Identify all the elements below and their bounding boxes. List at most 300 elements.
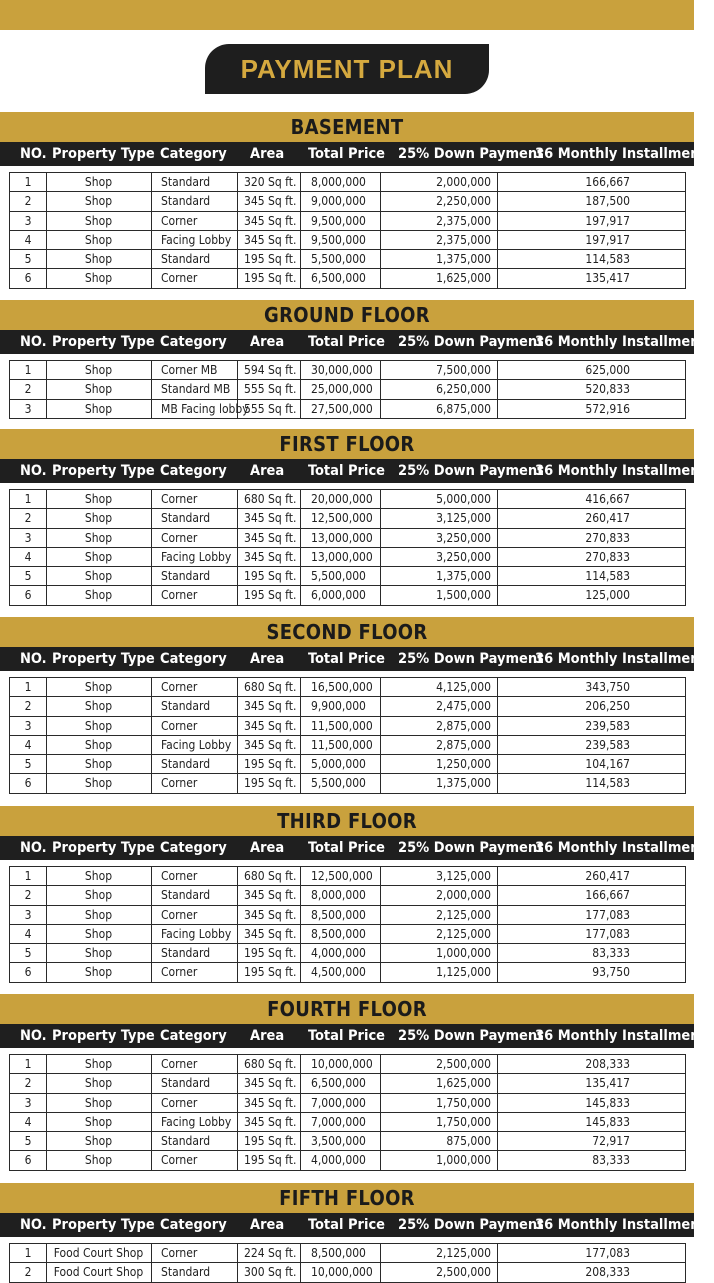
cell-no: 4 [24,232,32,247]
cell-category: Corner [161,907,198,922]
header-area: Area [250,1028,285,1044]
header-down-payment: 25% Down Payment [398,1217,544,1233]
table-row [10,755,685,774]
cell-monthly-installment: 270,833 [585,530,630,545]
cell-down-payment: 1,125,000 [436,965,491,980]
cell-total-price: 12,500,000 [311,511,373,526]
header-property-type: Property Type [52,1028,155,1044]
table-row [10,1074,685,1093]
cell-property-type: Shop [84,588,113,603]
header-no: NO. [20,1028,47,1044]
cell-area: 345 Sq ft. [244,907,297,922]
cell-category: Facing Lobby [161,1114,232,1129]
section-fifth-floor [0,1183,714,1283]
cell-property-type: Shop [84,1057,113,1071]
cell-monthly-installment: 135,417 [585,271,630,286]
cell-property-type: Shop [84,382,113,397]
cell-down-payment: 2,375,000 [436,232,491,247]
section-title: BASEMENT [0,112,694,142]
cell-down-payment: 6,875,000 [436,401,491,416]
table-row [10,944,685,963]
cell-down-payment: 3,250,000 [436,530,491,545]
header-total-price: Total Price [308,840,386,856]
header-area: Area [250,146,285,162]
cell-monthly-installment: 135,417 [585,1076,630,1091]
cell-category: Standard [161,194,211,209]
cell-no: 6 [24,588,32,603]
cell-property-type: Shop [84,511,113,526]
header-property-type: Property Type [52,146,155,162]
cell-area: 345 Sq ft. [244,1076,297,1091]
cell-no: 5 [24,946,32,961]
cell-no: 1 [24,363,32,377]
cell-property-type: Shop [84,569,113,584]
cell-property-type: Shop [84,271,113,286]
cell-total-price: 8,500,000 [311,926,366,941]
cell-total-price: 9,000,000 [311,194,366,209]
cell-monthly-installment: 260,417 [585,511,630,526]
section-ground-floor [0,300,714,419]
top-gold-bar [0,0,694,30]
cell-down-payment: 875,000 [446,1134,491,1149]
cell-category: Standard [161,1076,211,1091]
cell-category: Corner [161,1153,198,1168]
section-title: THIRD FLOOR [0,806,694,836]
cell-monthly-installment: 114,583 [585,776,630,791]
cell-total-price: 9,900,000 [311,699,366,714]
cell-property-type: Shop [84,401,113,416]
header-monthly-installment: 36 Monthly Installments [535,1028,714,1044]
cell-category: Corner [161,530,198,545]
cell-total-price: 8,500,000 [311,1246,366,1260]
section-title: FOURTH FLOOR [0,994,694,1024]
table-body [9,360,686,419]
cell-down-payment: 1,375,000 [436,252,491,267]
cell-property-type: Shop [84,926,113,941]
cell-no: 2 [24,382,32,397]
cell-category: Standard [161,175,211,189]
cell-category: Facing Lobby [161,549,232,564]
cell-area: 345 Sq ft. [244,213,297,228]
cell-down-payment: 2,875,000 [436,718,491,733]
cell-no: 2 [24,888,32,903]
cell-monthly-installment: 416,667 [585,492,630,506]
cell-total-price: 6,500,000 [311,271,366,286]
cell-no: 1 [24,869,32,883]
cell-total-price: 25,000,000 [311,382,373,397]
header-monthly-installment: 36 Monthly Installments [535,840,714,856]
cell-monthly-installment: 83,333 [592,1153,630,1168]
header-down-payment: 25% Down Payment [398,463,544,479]
cell-total-price: 13,000,000 [311,549,373,564]
cell-no: 3 [24,1095,32,1110]
cell-down-payment: 2,500,000 [436,1265,491,1280]
table-row [10,774,685,793]
cell-down-payment: 2,375,000 [436,213,491,228]
cell-monthly-installment: 197,917 [585,232,630,247]
cell-total-price: 3,500,000 [311,1134,366,1149]
cell-area: 345 Sq ft. [244,888,297,903]
cell-total-price: 11,500,000 [311,718,373,733]
cell-total-price: 5,500,000 [311,252,366,267]
header-no: NO. [20,1217,47,1233]
header-total-price: Total Price [308,1028,386,1044]
cell-category: Facing Lobby [161,737,232,752]
cell-total-price: 6,500,000 [311,1076,366,1091]
cell-property-type: Shop [84,946,113,961]
table-row [10,509,685,528]
cell-down-payment: 1,000,000 [436,1153,491,1168]
cell-down-payment: 1,250,000 [436,757,491,772]
cell-total-price: 9,500,000 [311,213,366,228]
cell-area: 195 Sq ft. [244,965,297,980]
cell-monthly-installment: 177,083 [585,926,630,941]
cell-monthly-installment: 208,333 [585,1057,630,1071]
cell-area: 300 Sq ft. [244,1265,297,1280]
cell-monthly-installment: 125,000 [585,588,630,603]
table-row [10,1132,685,1151]
cell-category: Facing Lobby [161,232,232,247]
header-area: Area [250,334,285,350]
cell-monthly-installment: 114,583 [585,252,630,267]
cell-area: 320 Sq ft. [244,175,297,189]
cell-down-payment: 2,125,000 [436,907,491,922]
cell-property-type: Shop [84,530,113,545]
cell-category: Corner [161,680,198,694]
cell-category: Corner [161,213,198,228]
cell-total-price: 16,500,000 [311,680,373,694]
cell-down-payment: 1,375,000 [436,569,491,584]
cell-area: 195 Sq ft. [244,569,297,584]
cell-monthly-installment: 83,333 [592,946,630,961]
cell-area: 345 Sq ft. [244,737,297,752]
table-row [10,529,685,548]
header-property-type: Property Type [52,651,155,667]
table-body [9,866,686,983]
cell-property-type: Shop [84,549,113,564]
cell-total-price: 12,500,000 [311,869,373,883]
cell-property-type: Shop [84,907,113,922]
cell-total-price: 10,000,000 [311,1057,373,1071]
cell-monthly-installment: 114,583 [585,569,630,584]
cell-monthly-installment: 239,583 [585,718,630,733]
header-monthly-installment: 36 Monthly Installments [535,651,714,667]
cell-category: Standard [161,252,211,267]
cell-property-type: Shop [84,194,113,209]
table-row [10,490,685,509]
header-category: Category [160,463,227,479]
header-category: Category [160,1028,227,1044]
cell-monthly-installment: 145,833 [585,1095,630,1110]
table-row [10,1055,685,1074]
cell-property-type: Shop [84,737,113,752]
cell-category: Standard [161,699,211,714]
cell-monthly-installment: 260,417 [585,869,630,883]
cell-area: 345 Sq ft. [244,194,297,209]
cell-property-type: Shop [84,1095,113,1110]
table-row [10,361,685,380]
table-body [9,489,686,606]
cell-category: Standard [161,1134,211,1149]
cell-area: 680 Sq ft. [244,869,297,883]
cell-total-price: 8,500,000 [311,907,366,922]
cell-down-payment: 1,750,000 [436,1114,491,1129]
cell-property-type: Shop [84,363,113,377]
table-row [10,1263,685,1282]
header-area: Area [250,840,285,856]
cell-down-payment: 1,750,000 [436,1095,491,1110]
cell-property-type: Shop [84,1153,113,1168]
cell-total-price: 27,500,000 [311,401,373,416]
cell-no: 6 [24,271,32,286]
cell-property-type: Shop [84,232,113,247]
cell-property-type: Shop [84,718,113,733]
header-category: Category [160,651,227,667]
cell-monthly-installment: 625,000 [585,363,630,377]
header-category: Category [160,840,227,856]
cell-down-payment: 1,625,000 [436,1076,491,1091]
cell-total-price: 30,000,000 [311,363,373,377]
table-header [0,330,714,354]
table-header [0,142,714,166]
table-row [10,717,685,736]
table-row [10,380,685,399]
table-header [0,836,714,860]
header-down-payment: 25% Down Payment [398,146,544,162]
cell-total-price: 5,000,000 [311,757,366,772]
cell-property-type: Shop [84,680,113,694]
cell-area: 345 Sq ft. [244,718,297,733]
table-row [10,250,685,269]
cell-category: Corner [161,271,198,286]
cell-property-type: Shop [84,699,113,714]
cell-down-payment: 2,500,000 [436,1057,491,1071]
cell-no: 5 [24,757,32,772]
table-row [10,1244,685,1263]
cell-no: 3 [24,213,32,228]
cell-category: Corner [161,1095,198,1110]
header-area: Area [250,463,285,479]
cell-total-price: 9,500,000 [311,232,366,247]
cell-monthly-installment: 166,667 [585,175,630,189]
header-category: Category [160,146,227,162]
cell-no: 4 [24,737,32,752]
section-first-floor [0,429,714,606]
cell-category: Standard [161,569,211,584]
cell-area: 195 Sq ft. [244,271,297,286]
table-row [10,269,685,288]
cell-monthly-installment: 177,083 [585,1246,630,1260]
cell-no: 2 [24,1265,32,1280]
header-monthly-installment: 36 Monthly Installments [535,1217,714,1233]
header-down-payment: 25% Down Payment [398,334,544,350]
section-title: FIFTH FLOOR [0,1183,694,1213]
section-third-floor [0,806,714,983]
cell-property-type: Shop [84,965,113,980]
cell-total-price: 4,500,000 [311,965,366,980]
table-row [10,212,685,231]
cell-down-payment: 1,375,000 [436,776,491,791]
cell-no: 4 [24,1114,32,1129]
header-total-price: Total Price [308,146,386,162]
cell-no: 2 [24,1076,32,1091]
header-property-type: Property Type [52,1217,155,1233]
table-row [10,1094,685,1113]
table-row [10,1151,685,1170]
cell-down-payment: 2,875,000 [436,737,491,752]
cell-category: Corner [161,776,198,791]
section-fourth-floor [0,994,714,1171]
cell-no: 5 [24,252,32,267]
table-row [10,697,685,716]
header-down-payment: 25% Down Payment [398,840,544,856]
cell-total-price: 8,000,000 [311,175,366,189]
cell-property-type: Shop [84,175,113,189]
cell-monthly-installment: 72,917 [592,1134,630,1149]
cell-no: 4 [24,549,32,564]
cell-down-payment: 2,250,000 [436,194,491,209]
cell-no: 1 [24,1057,32,1071]
header-monthly-installment: 36 Monthly Installments [535,146,714,162]
table-row [10,192,685,211]
cell-property-type: Shop [84,757,113,772]
cell-category: Corner [161,718,198,733]
header-no: NO. [20,463,47,479]
cell-category: Facing Lobby [161,926,232,941]
cell-category: Standard [161,1265,211,1280]
cell-area: 345 Sq ft. [244,530,297,545]
cell-area: 680 Sq ft. [244,1057,297,1071]
table-row [10,1113,685,1132]
cell-down-payment: 7,500,000 [436,363,491,377]
cell-property-type: Shop [84,1134,113,1149]
cell-total-price: 5,500,000 [311,776,366,791]
header-total-price: Total Price [308,334,386,350]
table-body [9,1054,686,1171]
cell-category: Corner MB [161,363,218,377]
cell-down-payment: 2,475,000 [436,699,491,714]
cell-no: 4 [24,926,32,941]
cell-no: 1 [24,680,32,694]
cell-down-payment: 3,125,000 [436,869,491,883]
cell-no: 6 [24,776,32,791]
cell-category: Standard [161,888,211,903]
cell-monthly-installment: 93,750 [592,965,630,980]
cell-area: 555 Sq ft. [244,382,297,397]
cell-monthly-installment: 145,833 [585,1114,630,1129]
table-row [10,925,685,944]
table-row [10,567,685,586]
cell-property-type: Shop [84,492,113,506]
cell-monthly-installment: 166,667 [585,888,630,903]
cell-monthly-installment: 343,750 [585,680,630,694]
cell-down-payment: 3,125,000 [436,511,491,526]
header-total-price: Total Price [308,651,386,667]
cell-no: 1 [24,1246,32,1260]
cell-category: Standard [161,511,211,526]
table-row [10,886,685,905]
cell-total-price: 7,000,000 [311,1114,366,1129]
cell-monthly-installment: 572,916 [585,401,630,416]
cell-area: 680 Sq ft. [244,680,297,694]
cell-area: 195 Sq ft. [244,776,297,791]
table-row [10,963,685,982]
section-title: SECOND FLOOR [0,617,694,647]
table-body [9,677,686,794]
cell-category: Corner [161,1246,198,1260]
cell-area: 594 Sq ft. [244,363,297,377]
cell-no: 1 [24,492,32,506]
header-monthly-installment: 36 Monthly Installments [535,463,714,479]
cell-property-type: Shop [84,869,113,883]
cell-property-type: Shop [84,776,113,791]
cell-no: 6 [24,1153,32,1168]
table-header [0,1213,714,1237]
cell-no: 3 [24,530,32,545]
section-title: GROUND FLOOR [0,300,694,330]
cell-no: 3 [24,907,32,922]
cell-area: 224 Sq ft. [244,1246,297,1260]
cell-down-payment: 3,250,000 [436,549,491,564]
cell-monthly-installment: 177,083 [585,907,630,922]
cell-category: Corner [161,965,198,980]
cell-no: 5 [24,1134,32,1149]
table-header [0,459,714,483]
cell-total-price: 5,500,000 [311,569,366,584]
header-total-price: Total Price [308,1217,386,1233]
cell-down-payment: 4,125,000 [436,680,491,694]
cell-monthly-installment: 520,833 [585,382,630,397]
header-down-payment: 25% Down Payment [398,651,544,667]
cell-monthly-installment: 197,917 [585,213,630,228]
header-category: Category [160,334,227,350]
table-row [10,548,685,567]
cell-property-type: Shop [84,1076,113,1091]
cell-property-type: Shop [84,888,113,903]
cell-area: 195 Sq ft. [244,757,297,772]
cell-area: 555 Sq ft. [244,401,297,416]
cell-total-price: 6,000,000 [311,588,366,603]
cell-monthly-installment: 187,500 [585,194,630,209]
cell-monthly-installment: 208,333 [585,1265,630,1280]
cell-no: 1 [24,175,32,189]
section-second-floor [0,617,714,794]
header-area: Area [250,651,285,667]
cell-total-price: 10,000,000 [311,1265,373,1280]
cell-area: 195 Sq ft. [244,1134,297,1149]
table-body [9,172,686,289]
cell-area: 345 Sq ft. [244,549,297,564]
cell-category: Corner [161,492,198,506]
cell-total-price: 8,000,000 [311,888,366,903]
table-row [10,906,685,925]
cell-area: 345 Sq ft. [244,1095,297,1110]
table-body [9,1243,686,1283]
cell-monthly-installment: 104,167 [585,757,630,772]
cell-total-price: 4,000,000 [311,1153,366,1168]
cell-category: Corner [161,588,198,603]
header-monthly-installment: 36 Monthly Installments [535,334,714,350]
cell-area: 345 Sq ft. [244,232,297,247]
cell-category: Standard [161,757,211,772]
cell-no: 2 [24,194,32,209]
table-row [10,678,685,697]
cell-category: Corner [161,869,198,883]
cell-no: 6 [24,965,32,980]
cell-down-payment: 1,625,000 [436,271,491,286]
cell-total-price: 11,500,000 [311,737,373,752]
cell-no: 5 [24,569,32,584]
